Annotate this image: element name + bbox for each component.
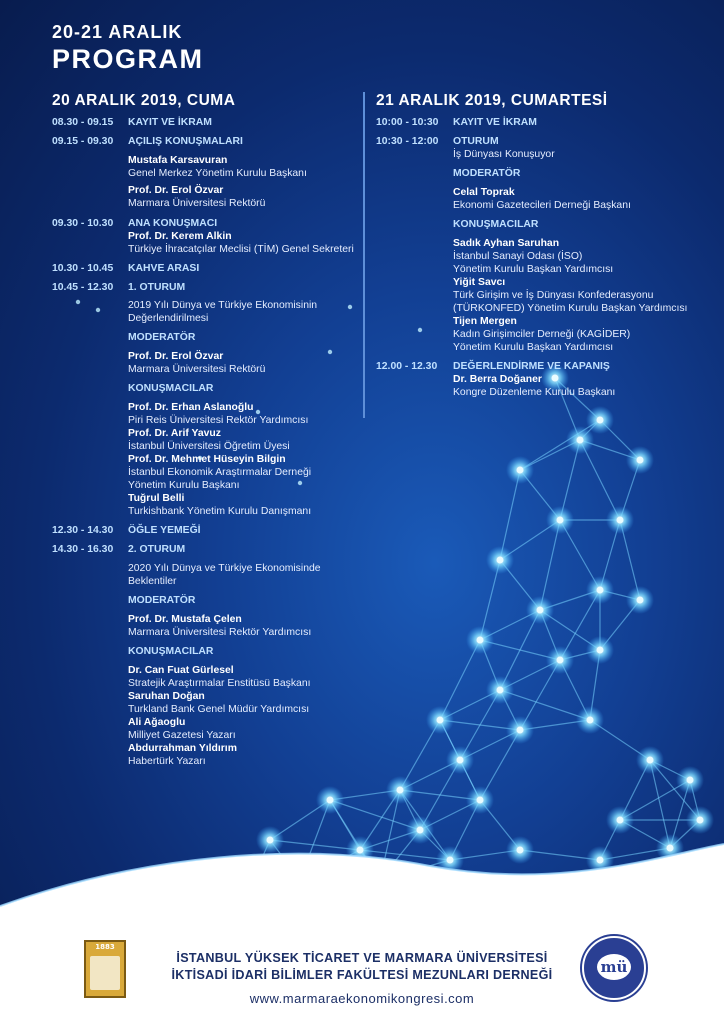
time-slot: 08.30 - 09.15 bbox=[52, 117, 114, 128]
section-label: KAHVE ARASI bbox=[128, 263, 200, 274]
column-divider bbox=[363, 92, 365, 418]
speaker-description: İş Dünyası Konuşuyor bbox=[453, 149, 555, 160]
speaker-name: Ali Ağaoglu bbox=[128, 717, 186, 728]
org-name-line2: İKTİSADİ İDARİ BİLİMLER FAKÜLTESİ MEZUNLARI DERNEĞİ bbox=[171, 968, 553, 982]
time-slot: 14.30 - 16.30 bbox=[52, 544, 114, 555]
speaker-name: Mustafa Karsavuran bbox=[128, 155, 228, 166]
speaker-description: 2020 Yılı Dünya ve Türkiye Ekonomisinde bbox=[128, 563, 321, 574]
speaker-name: Tijen Mergen bbox=[453, 316, 517, 327]
day2-schedule bbox=[376, 116, 716, 426]
speaker-description: İstanbul Üniversitesi Öğretim Üyesi bbox=[128, 441, 290, 452]
speaker-description: İstanbul Sanayi Odası (İSO) bbox=[453, 251, 583, 262]
speaker-name: Prof. Dr. Erhan Aslanoğlu bbox=[128, 402, 254, 413]
speaker-description: Marmara Üniversitesi Rektörü bbox=[128, 364, 266, 375]
speaker-description: Türk Girişim ve İş Dünyası Konfederasyonu bbox=[453, 290, 654, 301]
section-label: DEĞERLENDİRME VE KAPANIŞ bbox=[453, 361, 610, 372]
speaker-description: Turkishbank Yönetim Kurulu Danışmanı bbox=[128, 506, 312, 517]
time-slot: 09.30 - 10.30 bbox=[52, 218, 114, 229]
speaker-description: Marmara Üniversitesi Rektör Yardımcısı bbox=[128, 627, 312, 638]
speaker-description: Milliyet Gazetesi Yazarı bbox=[128, 730, 236, 741]
speaker-description: Stratejik Araştırmalar Enstitüsü Başkanı bbox=[128, 678, 311, 689]
left-logo-year: 1883 bbox=[95, 943, 115, 951]
section-label: ÖĞLE YEMEĞİ bbox=[128, 525, 201, 536]
section-label: MODERATÖR bbox=[453, 168, 521, 179]
section-label: OTURUM bbox=[453, 136, 499, 147]
speaker-description: Ekonomi Gazetecileri Derneği Başkanı bbox=[453, 200, 631, 211]
speaker-description: Türkiye İhracatçılar Meclisi (TİM) Genel Sekreteri bbox=[128, 244, 354, 255]
day2-heading: 21 ARALIK 2019, CUMARTESİ bbox=[376, 92, 608, 109]
time-slot: 10.45 - 12.30 bbox=[52, 282, 114, 293]
time-slot: 09.15 - 09.30 bbox=[52, 136, 114, 147]
speaker-description: Genel Merkez Yönetim Kurulu Başkanı bbox=[128, 168, 307, 179]
section-label: KONUŞMACILAR bbox=[128, 646, 214, 657]
section-label: MODERATÖR bbox=[128, 595, 196, 606]
page-title: PROGRAM bbox=[52, 44, 204, 74]
speaker-description: Yönetim Kurulu Başkan Yardımcısı bbox=[453, 342, 614, 353]
speaker-description: İstanbul Ekonomik Araştırmalar Derneği bbox=[128, 467, 312, 478]
speaker-name: Prof. Dr. Kerem Alkin bbox=[128, 231, 232, 242]
speaker-description: (TÜRKONFED) Yönetim Kurulu Başkan Yardımcısı bbox=[453, 303, 688, 314]
org-name-line1: İSTANBUL YÜKSEK TİCARET VE MARMARA ÜNİVERSİTESİ bbox=[176, 951, 548, 965]
section-label: AÇILIŞ KONUŞMALARI bbox=[128, 136, 243, 147]
speaker-description: Beklentiler bbox=[128, 576, 177, 587]
speaker-name: Abdurrahman Yıldırım bbox=[128, 743, 237, 754]
speaker-name: Dr. Can Fuat Gürlesel bbox=[128, 665, 234, 676]
speaker-description: Yönetim Kurulu Başkan Yardımcısı bbox=[453, 264, 614, 275]
speaker-name: Prof. Dr. Mehmet Hüseyin Bilgin bbox=[128, 454, 286, 465]
speaker-name: Prof. Dr. Erol Özvar bbox=[128, 351, 224, 362]
speaker-description: Marmara Üniversitesi Rektörü bbox=[128, 198, 266, 209]
speaker-name: Prof. Dr. Arif Yavuz bbox=[128, 428, 221, 439]
time-slot: 12.30 - 14.30 bbox=[52, 525, 114, 536]
speaker-description: Habertürk Yazarı bbox=[128, 756, 206, 767]
section-label: KAYIT VE İKRAM bbox=[453, 117, 537, 128]
speaker-description: Turkland Bank Genel Müdür Yardımcısı bbox=[128, 704, 310, 715]
marmara-university-seal-icon: mü bbox=[582, 936, 646, 1000]
speaker-name: Tuğrul Belli bbox=[128, 493, 185, 504]
speaker-description: Kadın Girişimciler Derneği (KAGİDER) bbox=[453, 329, 631, 340]
speaker-description: Piri Reis Üniversitesi Rektör Yardımcısı bbox=[128, 415, 309, 426]
section-label: KAYIT VE İKRAM bbox=[128, 117, 212, 128]
speaker-name: Prof. Dr. Erol Özvar bbox=[128, 185, 224, 196]
section-label: KONUŞMACILAR bbox=[128, 383, 214, 394]
speaker-description: Değerlendirilmesi bbox=[128, 313, 209, 324]
speaker-name: Dr. Berra Doğaner bbox=[453, 374, 542, 385]
section-label: MODERATÖR bbox=[128, 332, 196, 343]
section-label: ANA KONUŞMACI bbox=[128, 218, 218, 229]
time-slot: 10:30 - 12:00 bbox=[376, 136, 439, 147]
time-slot: 10.30 - 10.45 bbox=[52, 263, 114, 274]
section-label: KONUŞMACILAR bbox=[453, 219, 539, 230]
speaker-name: Saruhan Doğan bbox=[128, 691, 205, 702]
speaker-description: 2019 Yılı Dünya ve Türkiye Ekonomisinin bbox=[128, 300, 318, 311]
speaker-description: Yönetim Kurulu Başkanı bbox=[128, 480, 240, 491]
section-label: 1. OTURUM bbox=[128, 282, 186, 293]
speaker-name: Prof. Dr. Mustafa Çelen bbox=[128, 614, 242, 625]
day1-heading: 20 ARALIK 2019, CUMA bbox=[52, 92, 236, 109]
time-slot: 10:00 - 10:30 bbox=[376, 117, 439, 128]
website-link[interactable]: www.marmaraekonomikongresi.com bbox=[249, 991, 475, 1006]
speaker-description: Kongre Düzenleme Kurulu Başkanı bbox=[453, 387, 616, 398]
header-dates: 20-21 ARALIK bbox=[52, 22, 183, 42]
day1-schedule bbox=[52, 116, 362, 816]
speaker-name: Celal Toprak bbox=[453, 187, 515, 198]
speaker-name: Sadık Ayhan Saruhan bbox=[453, 238, 560, 249]
speaker-name: Yiğit Savcı bbox=[453, 277, 506, 288]
time-slot: 12.00 - 12.30 bbox=[376, 361, 438, 372]
section-label: 2. OTURUM bbox=[128, 544, 186, 555]
